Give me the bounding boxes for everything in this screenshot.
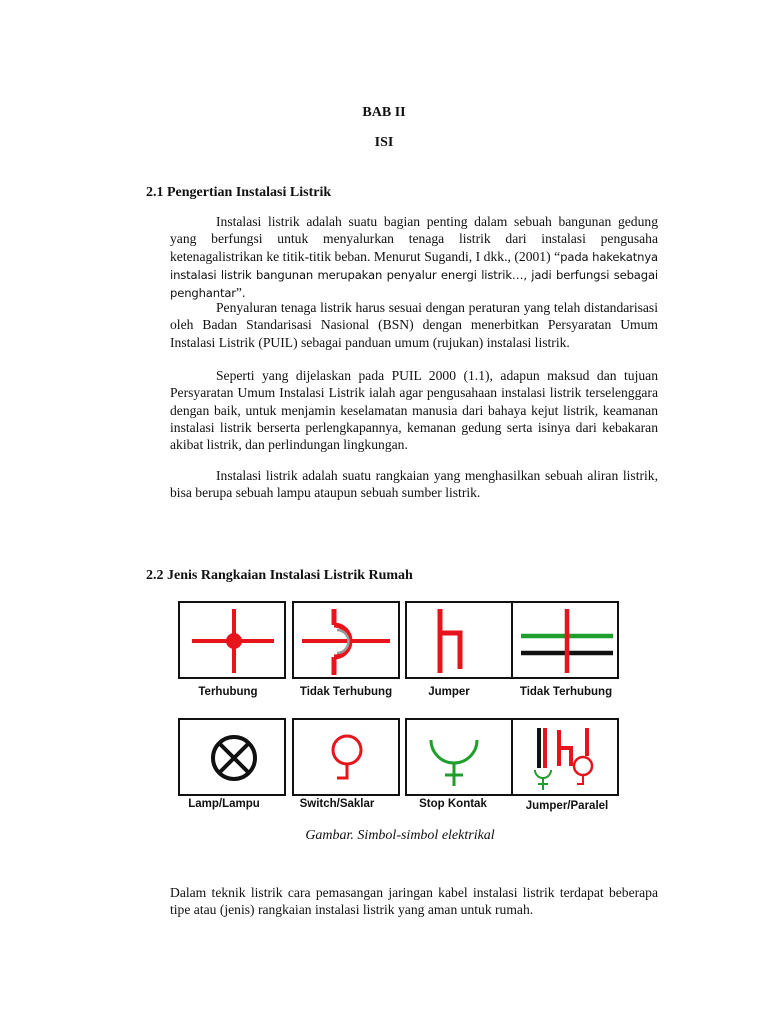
symbol-label: Tidak Terhubung <box>299 686 393 698</box>
paragraph-4 <box>170 467 658 502</box>
paragraph-3 <box>170 367 658 453</box>
jumper-icon <box>407 603 511 677</box>
symbol-box-jumper <box>405 601 513 679</box>
parallel-lines-icon <box>513 603 617 677</box>
symbol-label: Lamp/Lampu <box>188 798 260 810</box>
symbol-label: Terhubung <box>198 686 258 698</box>
chapter-subtitle: ISI <box>374 135 394 150</box>
symbol-label: Stop Kontak <box>419 798 487 810</box>
jumper-parallel-icon <box>513 720 617 794</box>
symbol-label: Tidak Terhubung <box>519 686 613 698</box>
paragraph-5-text: Dalam teknik listrik cara pemasangan jaringan kabel instalasi listrik terdapat beberapa tipe atau (jenis) rangkaian instalasi listrik yang aman untuk rumah. <box>170 885 658 918</box>
section-title-2-1: 2.1 Pengertian Instalasi Listrik <box>146 185 332 200</box>
paragraph-2 <box>170 299 658 351</box>
symbol-box-tidak-terhubung-parallel <box>511 601 619 679</box>
symbol-label: Jumper/Paralel <box>525 800 609 812</box>
paragraph-2-text: Penyaluran tenaga listrik harus sesuai dengan peraturan yang telah distandarisasi oleh Badan Standarisasi Nasional (BSN) dengan menerbitkan Persyaratan Umum Instalasi Listrik (PUIL) sebagai panduan umum (rujukan) instalasi listrik. <box>170 300 658 350</box>
symbol-box-terhubung <box>178 601 286 679</box>
crossover-hop-icon <box>294 603 398 677</box>
figure-caption: Gambar. Simbol-simbol elektrikal <box>305 828 495 843</box>
symbol-box-jumper-parallel <box>511 718 619 796</box>
paragraph-3-text: Seperti yang dijelaskan pada PUIL 2000 (1.1), adapun maksud dan tujuan Persyaratan Umum Instalasi Listrik ialah agar pengusahaan instalasi listrik terselenggara dengan baik, untuk menjamin keselamatan manusia dari bahaya kejut listrik, keamanan instalasi listrik berserta perlengkapannya, kemanan gedung serta isinya dari kebakaran akibat listrik, dan perlindungan lingkungan. <box>170 368 658 453</box>
connected-junction-icon <box>180 603 284 677</box>
socket-icon <box>407 720 511 794</box>
symbol-box-socket <box>405 718 513 796</box>
paragraph-1-text: Instalasi listrik adalah suatu bagian penting dalam sebuah bangunan gedung yang berfungsi untuk menyalurkan tenaga listrik dari instalasi pengusaha ketenagalistrikan ke titik-titik beban. Menurut Sugandi, I dkk., (2001) “ <box>170 214 658 264</box>
symbol-box-switch <box>292 718 400 796</box>
paragraph-1-quote: pada hakekatnya instalasi listrik bangunan merupakan penyalur energi listrik…, jadi berfungsi sebagai penghantar <box>170 249 658 301</box>
paragraph-4-text: Instalasi listrik adalah suatu rangkaian yang menghasilkan sebuah aliran listrik, bisa berupa sebuah lampu ataupun sebuah sumber listrik. <box>170 468 658 501</box>
paragraph-5 <box>170 884 658 919</box>
symbol-box-tidak-terhubung-hop <box>292 601 400 679</box>
switch-icon <box>294 720 398 794</box>
section-title-2-2: 2.2 Jenis Rangkaian Instalasi Listrik Rumah <box>146 568 413 583</box>
symbol-label: Switch/Saklar <box>299 798 375 810</box>
chapter-heading: BAB II <box>362 105 406 120</box>
paragraph-1 <box>170 213 658 302</box>
symbol-label: Jumper <box>428 686 470 698</box>
paragraph-1-end: ”. <box>235 285 246 301</box>
lamp-icon <box>180 720 284 794</box>
symbol-box-lamp <box>178 718 286 796</box>
